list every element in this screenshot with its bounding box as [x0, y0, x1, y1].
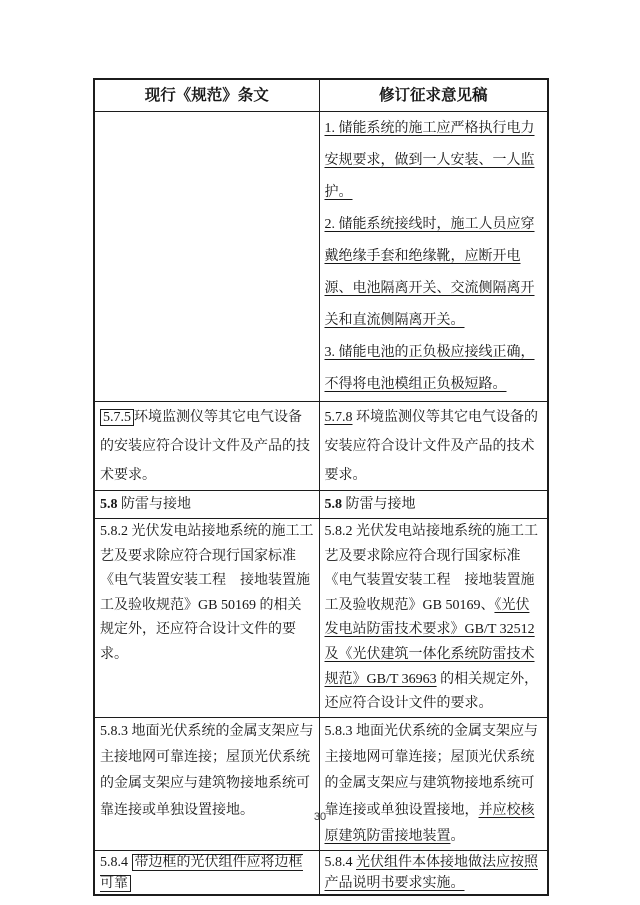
table-row [94, 717, 548, 850]
revision-underlined-text: 《光伏发电站防雷技术要求》GB/T 32512 及《光伏建筑一体化系统防雷技术规范》GB/T 36963 [324, 597, 535, 687]
page-number: 30 [313, 811, 327, 823]
text-segment: 5.8.3 地面光伏系统的金属支架应与主接地网可靠连接；屋顶光伏系统的金属支架应与建筑物接地系统可靠连接或单独设置接地， [324, 723, 538, 818]
paragraph [100, 492, 315, 518]
cell-left [94, 112, 319, 402]
paragraph [100, 520, 315, 668]
table-row [94, 112, 548, 402]
deleted-boxed-text: 5.7.5 [100, 409, 134, 426]
paragraph [100, 852, 315, 894]
header-current-spec: 现行《规范》条文 [94, 79, 319, 112]
revision-underlined-text: 3. 储能电池的正负极应接线正确，不得将电池模组正负极短路。 [324, 345, 535, 392]
cell-right [319, 491, 548, 519]
text-segment: 环境监测仪等其它电气设备的安装应符合设计文件及产品的技术要求。 [324, 410, 538, 483]
cell-right [319, 717, 548, 850]
cell-left [94, 402, 319, 491]
deleted-boxed-text: 带边框的光伏组件应将边框可靠 [100, 855, 303, 892]
bold-section-number: 5.8 [100, 497, 118, 512]
text-segment: 5.8.4 [324, 855, 356, 871]
paragraph [325, 492, 544, 518]
cell-right [319, 402, 548, 491]
paragraph [325, 520, 544, 717]
paragraph [325, 113, 544, 209]
revision-underlined-text: 2. 储能系统接线时，施工人员应穿戴绝缘手套和绝缘靴，应断开电源、电池隔离开关、交流侧隔离开关和直流侧隔离开关。 [324, 217, 535, 328]
paragraph [325, 209, 544, 337]
cell-right [319, 112, 548, 402]
text-segment: 5.8.4 [100, 855, 132, 871]
paragraph [100, 403, 315, 490]
paragraph [325, 852, 544, 894]
cell-left [94, 491, 319, 519]
revision-underlined-text: 光伏组件本体接地做法应按照产品说明书要求实施。 [324, 855, 538, 892]
header-revision-draft: 修订征求意见稿 [319, 79, 548, 112]
text-segment: 环境监测仪等其它电气设备的安装应符合设计文件及产品的技术要求。 [100, 410, 310, 483]
revision-underlined-text: 5.7.8 [324, 410, 353, 425]
revision-underlined-text: 并应校核原建筑防雷接地装置 [324, 802, 535, 844]
cell-right [319, 519, 548, 718]
paragraph [325, 337, 544, 401]
paragraph [325, 719, 544, 850]
text-segment: 5.8.2 光伏发电站接地系统的施工工艺及要求除应符合现行国家标准《电气装置安装工程 接地装置施工及验收规范》GB 50169、 [324, 524, 538, 613]
cell-left [94, 851, 319, 896]
text-segment: 。 [450, 828, 465, 844]
table-row [94, 491, 548, 519]
cell-left [94, 717, 319, 850]
paragraph [100, 719, 315, 824]
cell-right [319, 851, 548, 896]
text-segment: 5.8.3 地面光伏系统的金属支架应与主接地网可靠连接；屋顶光伏系统的金属支架应与建筑物接地系统可靠连接或单独设置接地。 [100, 723, 314, 818]
text-segment: 5.8.2 光伏发电站接地系统的施工工艺及要求除应符合现行国家标准《电气装置安装工程 接地装置施工及验收规范》GB 50169 的相关规定外，还应符合设计文件的要求。 [100, 524, 314, 662]
text-segment: 防雷与接地 [117, 497, 191, 512]
table-header-row [94, 79, 548, 112]
cell-left [94, 519, 319, 718]
table-row [94, 402, 548, 491]
paragraph [325, 403, 544, 490]
bold-section-number: 5.8 [324, 497, 342, 512]
table-row [94, 851, 548, 896]
text-segment: 的相关规定外，还应符合设计文件的要求。 [324, 671, 539, 712]
revision-underlined-text: 1. 储能系统的施工应严格执行电力安规要求，做到一人安装、一人监护。 [324, 121, 535, 200]
comparison-table [93, 78, 549, 896]
text-segment: 防雷与接地 [342, 497, 416, 512]
table-row [94, 519, 548, 718]
table-body [94, 112, 548, 896]
